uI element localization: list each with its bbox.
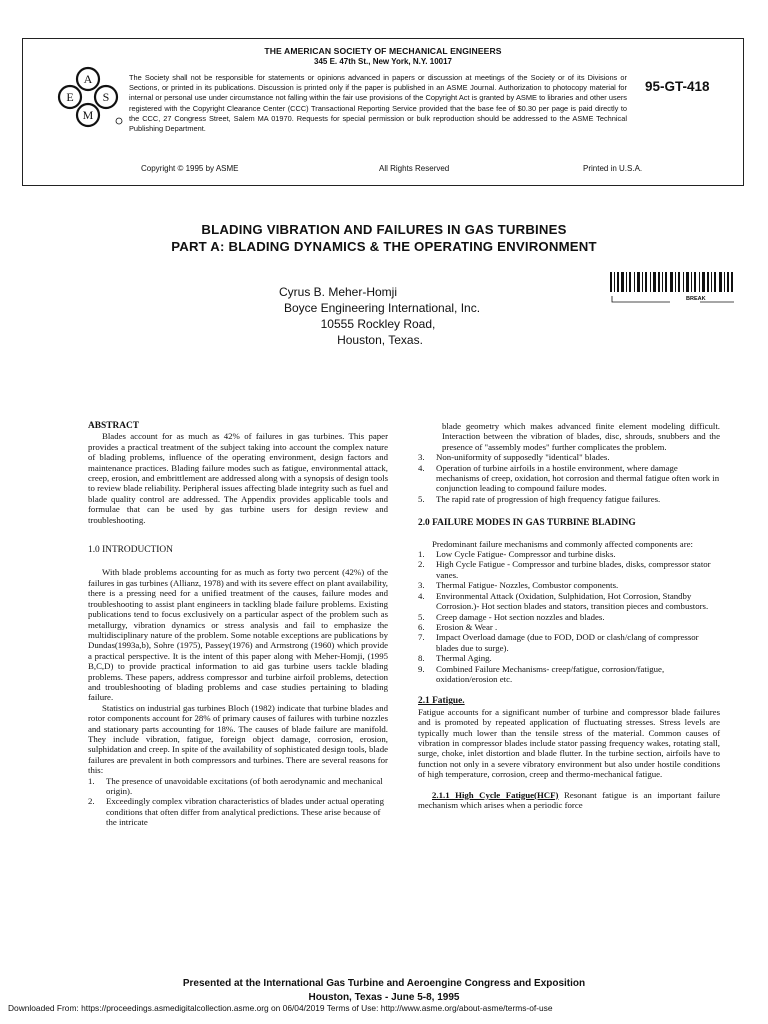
logo-letter-s: S xyxy=(102,90,110,104)
logo-letter-e: E xyxy=(66,90,74,104)
section-2-1-heading: 2.1 Fatigue. xyxy=(418,696,465,707)
abstract-heading: ABSTRACT xyxy=(88,421,140,431)
logo-letter-a: A xyxy=(83,72,93,86)
list-item: 3. Thermal Fatigue- Nozzles, Combustor components. xyxy=(418,580,619,591)
paper-title-line2: PART A: BLADING DYNAMICS & THE OPERATING ENVIRONMENT xyxy=(171,239,597,254)
section-2-1-text: Fatigue accounts for a significant number of turbine and compressor blade failures and is promoted by repeated application of fluctuating stresses. Stress levels are typically much lower than the tensile stress of the material. Common causes of vibration in compressor blades include stator passing frequency wakes, rotating stall, surge, choke, inlet distortion and blade flutter. In the turbine section, airfoils have to function not only in a severe vibratory environment but also under hostile conditions of high temperature, corrosion, creep and thermo-mechanical fatigue. xyxy=(418,706,720,780)
copyright-text: Copyright © 1995 by ASME xyxy=(141,164,239,173)
introduction-heading: 1.0 INTRODUCTION xyxy=(88,545,173,556)
list-item: 5. Creep damage - Hot section nozzles and blades. xyxy=(418,611,605,622)
list-item: 4. Environmental Attack (Oxidation, Sulphidation, Hot Corrosion, Standby Corrosion.)- Hot section blades and stators, transition pieces and combustors. xyxy=(418,590,709,612)
printed-text: Printed in U.S.A. xyxy=(583,164,643,173)
author-city: Houston, Texas. xyxy=(337,333,423,347)
list-item: 3. Non-uniformity of supposedly "identical" blades. xyxy=(418,452,610,463)
section-2-1-1-heading: 2.1.1 High Cycle Fatigue(HCF) xyxy=(432,789,559,800)
download-note: Downloaded From: https://proceedings.asmedigitalcollection.asme.org on 06/04/2019 Terms of Use: http://www.asme.org/about-asme/terms-of-use xyxy=(8,1003,553,1013)
list-item: 6. Erosion & Wear . xyxy=(418,621,498,632)
list-item: 2. Exceedingly complex vibration characteristics of blades under actual operating conditions that often differ from analytical predictions. These arise because of the intricate xyxy=(88,796,384,828)
list-item: 9. Combined Failure Mechanisms- creep/fatigue, corrosion/fatigue, oxidation/erosion etc. xyxy=(418,663,665,684)
conference-line: Presented at the International Gas Turbine and Aeroengine Congress and Exposition xyxy=(182,978,586,989)
conference-location: Houston, Texas - June 5-8, 1995 xyxy=(308,992,460,1003)
list-item: 1. Low Cycle Fatigue- Compressor and turbine disks. xyxy=(418,549,616,560)
right-column xyxy=(418,421,720,810)
conference-footer xyxy=(0,977,768,1005)
list-item: 5. The rapid rate of progression of high frequency fatigue failures. xyxy=(418,493,661,504)
list-item: 7. Impact Overload damage (due to FOD, DOD or clash/clang of compressor blades due to surge). xyxy=(418,632,699,653)
intro-paragraph-1: With blade problems accounting for as much as forty two percent (42%) of the failures in gas turbines (Allianz, 1978) and with its severe effect on plant availability, there is a pressing need for a unified treatment of the causes, failure modes and troubleshooting to assist plant engineers in tackling blade failure problems. Existing publications tend to focus exclusively on a particular aspect of the problem such as metallurgy, vibration dynamics or stress analysis and fail to emphasize the multidisciplinary nature of the problem. Some notable exceptions are publications by Dundas(1993a,b), Sohre (1975), Passey(1976) and Armstrong (1960) which provide a practical perspective. It is the intent of this paper along with Meher-Homji, (1995 B,C,D) to provide practical information to aid gas turbine users tackle blading problems. These papers, address compressor and turbine airfoil problems, detection and troubleshooting of blading problems and case studies pertaining to blading failure. xyxy=(88,567,388,703)
asme-logo-icon xyxy=(53,65,123,129)
author-name: Cyrus B. Meher-Homji xyxy=(278,285,398,299)
rights-text: All Rights Reserved xyxy=(379,164,450,173)
list-item: 4. Operation of turbine airfoils in a hostile environment, where damage mechanisms of creep, oxidation, hot corrosion and thermal fatigue often work in conjunction leading to compound failure modes. xyxy=(418,462,720,494)
logo-letter-m: M xyxy=(82,108,94,122)
list-item: 8. Thermal Aging. xyxy=(418,653,492,664)
section-2-1-1-text: Resonant fatigue is an important failure mechanism which arises when a periodic force xyxy=(418,789,720,810)
continued-text: blade geometry which makes advanced finite element modeling difficult. Interaction between the vibration of blades, disc, shrouds, snubbers and the presence of "assembly modes" further complicates the problem. xyxy=(442,421,720,452)
paper-title-line1: BLADING VIBRATION AND FAILURES IN GAS TURBINES xyxy=(201,222,567,237)
disclaimer-text: The Society shall not be responsible for statements or opinions advanced in papers or discussion at meetings of the Society or of its Divisions or Sections, or printed in its publications. Discussion is printed only if the paper is published in an ASME Journal. Authorization to photocopy material for internal or personal use under circumstance not falling within the fair use provisions of the Copyright Act is granted by ASME to libraries and other users registered with the Copyright Clearance Center (CCC) Transactional Reporting Service provided that the base fee of $0.30 per page is paid directly to the CCC, 27 Congress Street, Salem MA 01970. Requests for special permission or bulk reproduction should be addressed to the ASME Technical Publishing Department. xyxy=(129,73,627,134)
list-item: 1. The presence of unavoidable excitations (of both aerodynamic and mechanical origin). xyxy=(88,775,383,796)
list-item: 2. High Cycle Fatigue - Compressor and turbine blades, disks, compressor stator vanes. xyxy=(418,559,711,580)
organization-name: THE AMERICAN SOCIETY OF MECHANICAL ENGINEERS xyxy=(264,46,502,56)
left-column xyxy=(88,421,388,828)
asme-header-box xyxy=(22,38,744,186)
author-affiliation: Boyce Engineering International, Inc. xyxy=(283,301,481,315)
barcode-label: BREAK xyxy=(686,296,706,302)
paper-number: 95-GT-418 xyxy=(645,79,710,94)
intro-paragraph-2: Statistics on industrial gas turbines Bloch (1982) indicate that turbine blades and rotor components account for 28% of primary causes of failures with turbine nozzles and stationary parts accounting for 18%. The causes of blade failure are manifold. They include vibration, fatigue, foreign object damage, corrosion, erosion, sulphidation and creep. In spite of the availability of sophisticated design tools, blade failures are prevalent in both compressors and turbines. There are several reasons for this: xyxy=(88,702,389,776)
organization-address: 345 E. 47th St., New York, N.Y. 10017 xyxy=(314,57,452,66)
section-2-heading: 2.0 FAILURE MODES IN GAS TURBINE BLADING xyxy=(418,518,636,529)
section-2-intro: Predominant failure mechanisms and commonly affected components are: xyxy=(432,538,693,549)
barcode-icon xyxy=(610,270,736,306)
author-street: 10555 Rockley Road, xyxy=(320,317,436,331)
abstract-text: Blades account for as much as 42% of failures in gas turbines. This paper provides a practical treatment of the subject taking into account the complex nature of blading problems, influence of the operating environment, design factors and maintenance practices. Blading failure modes such as fatigue, environmental attack, creep, erosion, and embrittlement are addressed along with a synopsis of design tools to review blade reliability. Peripheral issues affecting blade integrity such as fuel and blade quality control are addressed. The Appendix provides applicable tools and formulae that can be used by gas turbine users for design review and troubleshooting. xyxy=(88,431,388,525)
